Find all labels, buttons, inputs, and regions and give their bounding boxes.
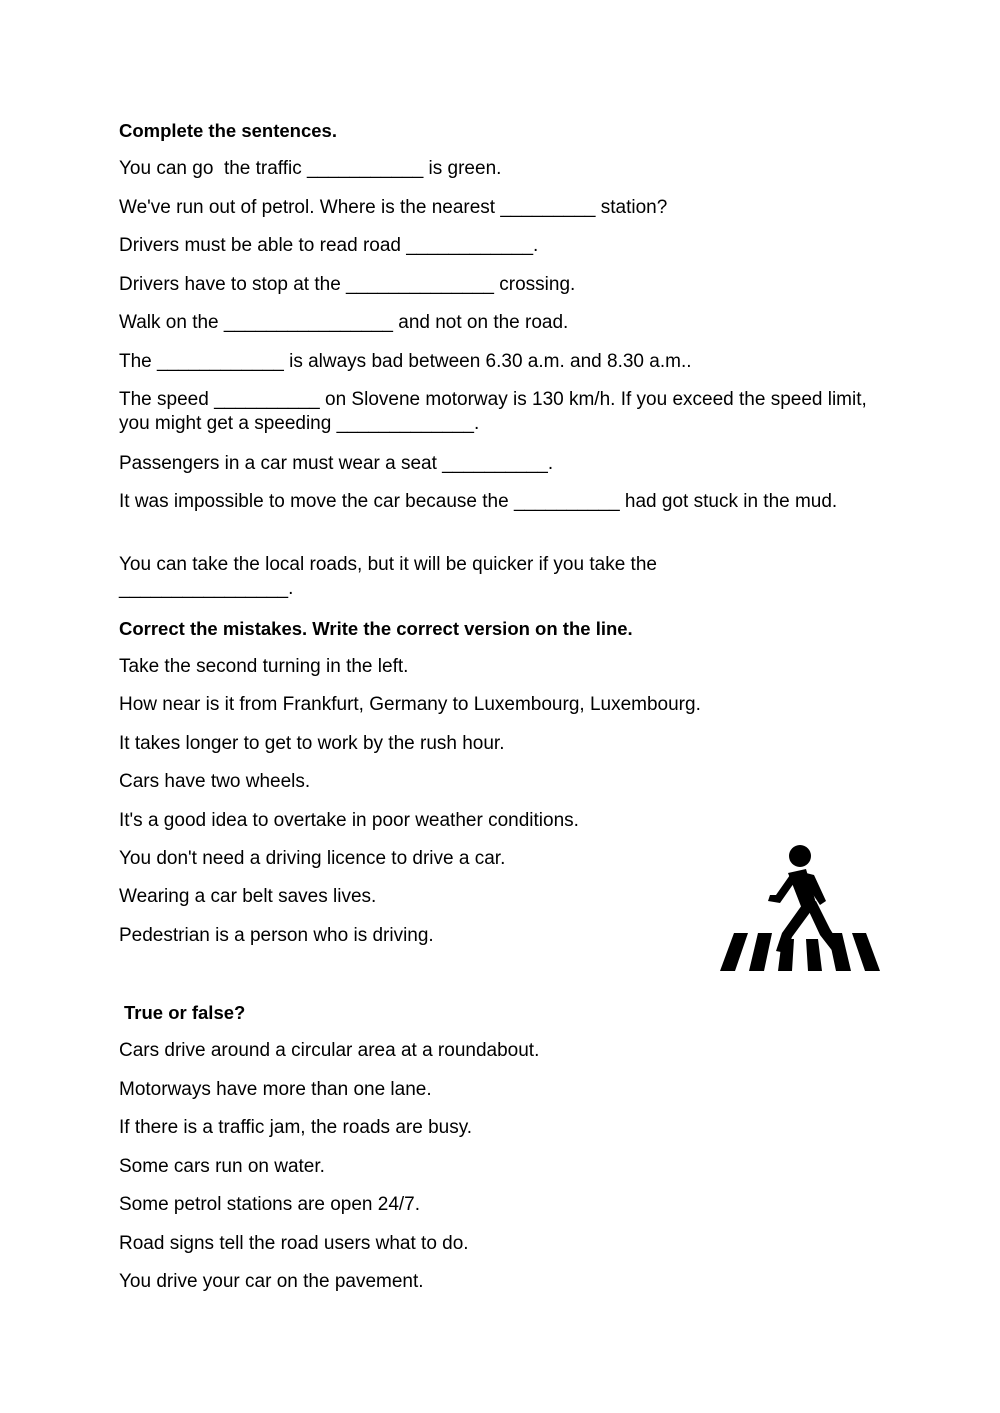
pedestrian-crossing-icon bbox=[718, 843, 882, 973]
true-false-item: Some cars run on water. bbox=[119, 1156, 325, 1177]
zebra-stripe bbox=[806, 939, 822, 971]
zebra-stripe bbox=[749, 933, 772, 971]
true-false-item: Some petrol stations are open 24/7. bbox=[119, 1194, 421, 1215]
pedestrian-head bbox=[789, 845, 811, 867]
pedestrian-back-arm bbox=[768, 875, 794, 903]
mistake-item: Cars have two wheels. bbox=[119, 771, 311, 792]
true-false-item: You drive your car on the pavement. bbox=[119, 1271, 424, 1292]
sentence-item: Walk on the ________________ and not on the road. bbox=[119, 312, 569, 333]
true-false-item: Road signs tell the road users what to do. bbox=[119, 1233, 469, 1254]
true-false-item: Motorways have more than one lane. bbox=[119, 1079, 432, 1100]
sentence-item: We've run out of petrol. Where is the nearest _________ station? bbox=[119, 197, 668, 218]
section-heading-true-false: True or false? bbox=[124, 1002, 246, 1023]
zebra-stripe bbox=[852, 933, 880, 971]
sentence-item: The ____________ is always bad between 6.30 a.m. and 8.30 a.m.. bbox=[119, 351, 692, 372]
sentence-item: It was impossible to move the car because the __________ had got stuck in the mud. bbox=[119, 491, 838, 512]
sentence-item: You can take the local roads, but it will be quicker if you take the ________________. bbox=[119, 554, 657, 599]
sentence-item: Passengers in a car must wear a seat __________. bbox=[119, 453, 554, 474]
section-heading-complete: Complete the sentences. bbox=[119, 120, 337, 141]
mistake-item: It takes longer to get to work by the rush hour. bbox=[119, 733, 505, 754]
sentence-item: Drivers must be able to read road ____________. bbox=[119, 235, 539, 256]
sentence-item: The speed __________ on Slovene motorway is 130 km/h. If you exceed the speed limit, you might get a speeding _____________. bbox=[119, 389, 867, 434]
sentence-item: Drivers have to stop at the ______________ crossing. bbox=[119, 274, 576, 295]
true-false-item: Cars drive around a circular area at a roundabout. bbox=[119, 1040, 540, 1061]
mistake-item: Wearing a car belt saves lives. bbox=[119, 886, 377, 907]
section-heading-correct: Correct the mistakes. Write the correct version on the line. bbox=[119, 618, 633, 639]
true-false-item: If there is a traffic jam, the roads are busy. bbox=[119, 1117, 473, 1138]
zebra-stripe bbox=[720, 933, 748, 971]
mistake-item: How near is it from Frankfurt, Germany to Luxembourg, Luxembourg. bbox=[119, 694, 701, 715]
zebra-stripe bbox=[828, 933, 851, 971]
mistake-item: You don't need a driving licence to drive a car. bbox=[119, 848, 506, 869]
mistake-item: It's a good idea to overtake in poor weather conditions. bbox=[119, 810, 579, 831]
mistake-item: Take the second turning in the left. bbox=[119, 656, 409, 677]
sentence-item: You can go the traffic ___________ is green. bbox=[119, 158, 502, 179]
mistake-item: Pedestrian is a person who is driving. bbox=[119, 925, 434, 946]
